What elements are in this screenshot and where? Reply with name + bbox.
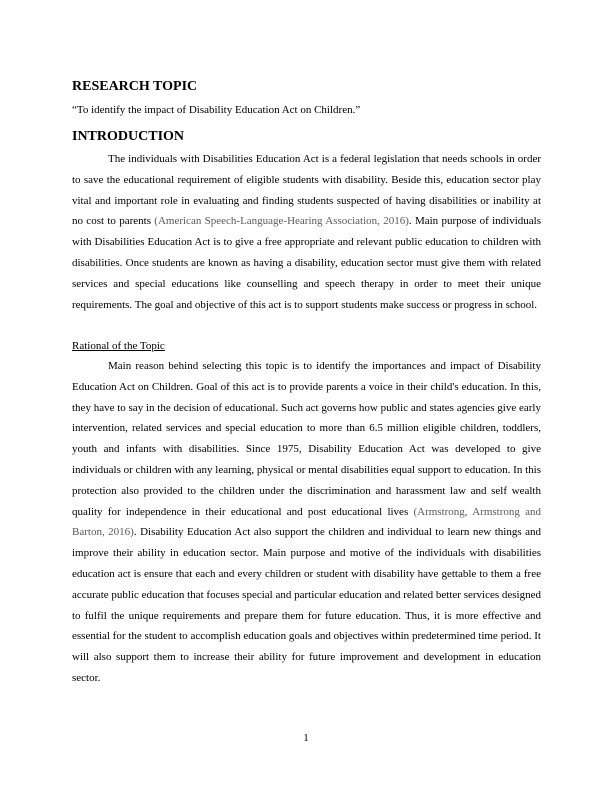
page-number: 1: [303, 732, 309, 744]
research-topic-statement: “To identify the impact of Disability Education Act on Children.”: [72, 104, 361, 116]
rational-paragraph: [72, 356, 541, 689]
rational-citation: (Armstrong, Armstrong and Barton, 2016): [72, 505, 542, 539]
introduction-paragraph: [72, 149, 541, 315]
rational-heading: Rational of the Topic: [72, 340, 165, 352]
introduction-text-part-1: The individuals with Disabilities Education Act is a federal legislation that needs schools in order to save the educational requirement of eligible students with disability. Beside this, education sector play vital and important role in evaluating and finding students suspected of having disabilities or inability at no cost to parents: [72, 153, 541, 228]
introduction-citation: (American Speech-Language-Hearing Association, 2016): [154, 215, 409, 228]
introduction-heading: INTRODUCTION: [72, 129, 185, 144]
rational-text-part-1: Main reason behind selecting this topic is to identify the importances and impact of Disability Education Act on Children. Goal of this act is to provide parents a voice in their child's education. In this, they have to say in the decision of educational. Such act governs how public and states agencies give early intervention, related services and special education to more than 6.5 million eligible children, toddlers, youth and infants with disabilities. Since 1975, Disability Education Act was developed to give individuals or children with any learning, physical or mental disabilities equal support to education. In this protection also provided to the children under the discrimination and harassment law and self wealth quality for independence in their educational and post educational lives: [72, 360, 541, 518]
introduction-text-part-2: . Main purpose of individuals with Disabilities Education Act is to give a free appropriate and relevant public education to children with disabilities. Once students are known as having a disability, education sector must give them with related services and special educations like counselling and speech therapy in order to meet their unique requirements. The goal and objective of this act is to support students make success or progress in school.: [72, 215, 541, 311]
research-topic-heading: RESEARCH TOPIC: [72, 79, 198, 94]
rational-text-part-2: . Disability Education Act also support the children and individual to learn new things and improve their ability in education sector. Main purpose and motive of the individuals with disabilities education act is ensure that each and every children or student with disability have gettable to them a free accurate public education that focuses special and particular education and related better services designed to fulfil the unique requirements and prepare them for future education. Thus, it is more effective and essential for the student to accomplish education goals and objectives within predetermined time period. It will also support them to increase their ability for future improvement and development in education sector.: [72, 526, 541, 684]
